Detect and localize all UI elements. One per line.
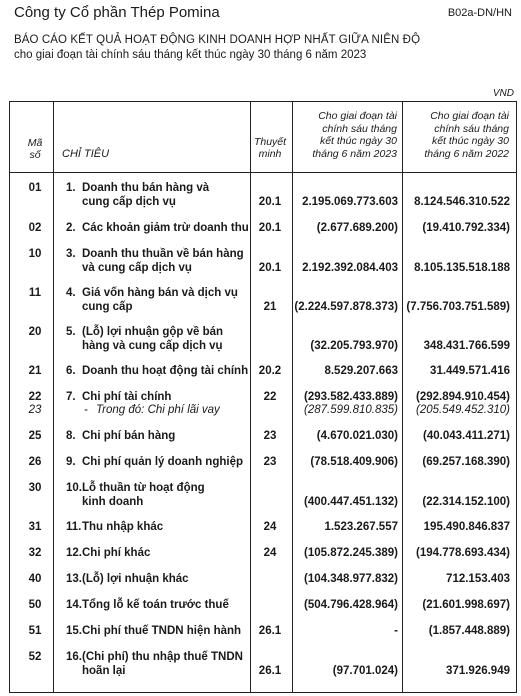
header-period-2023: Cho giai đoạn tài chính sáu tháng kết thúc ngày 30 tháng 6 năm 2023 [312,110,397,160]
row-number: 16. [66,651,82,663]
row-code: 30 [28,482,42,494]
row-description: Tổng lỗ kế toán trước thuế [82,599,229,611]
row-description: Doanh thu thuần về bán hàng [82,248,244,260]
row-value-2023: (400.447.451.132) [304,496,398,508]
row-value-2022: (21.601.998.697) [422,599,510,611]
row-code: 02 [28,222,42,234]
currency-unit: VND [492,88,514,99]
subrow-dash: - [84,404,88,416]
row-value-2022: (22.314.152.100) [422,496,510,508]
row-code: 01 [28,182,42,194]
row-value-2023: 2.192.392.084.403 [302,262,398,274]
row-value-2022: 712.153.403 [446,573,510,585]
row-description: Chi phí khác [82,547,151,559]
row-code: 20 [28,326,42,338]
row-value-2023: (4.670.021.030) [316,430,398,442]
row-value-2022: (69.257.168.390) [422,456,510,468]
row-value-2022: 195.490.846.837 [423,521,510,533]
row-description: (Lỗ) lợi nhuận gộp về bán [82,326,224,338]
row-description: hoãn lại [82,665,126,677]
row-code: 11 [28,287,42,299]
row-value-2023: (2.224.597.878.373) [294,301,398,313]
company-name: Công ty Cổ phần Thép Pomina [14,4,220,21]
row-value-2022: (7.756.703.751.589) [406,301,510,313]
column-divider [53,102,54,692]
row-number: 6. [66,365,76,377]
row-number: 13. [66,573,82,585]
row-description: kinh doanh [82,496,144,508]
header-code: Mã số [27,137,43,161]
row-value-2023: (32.205.793.970) [310,340,398,352]
row-code: 52 [28,651,42,663]
row-number: 9. [66,456,76,468]
header-note: Thuyết minh [253,136,287,160]
row-description: Giá vốn hàng bán và dịch vụ [82,287,238,299]
row-description: Các khoản giảm trừ doanh thu [82,222,249,234]
row-value-2023: (105.872.245.389) [304,547,398,559]
row-number: 4. [66,287,76,299]
row-number: 3. [66,248,76,260]
report-subtitle: cho giai đoạn tài chính sáu tháng kết thúc ngày 30 tháng 6 năm 2023 [14,49,367,61]
row-description: Lỗ thuần từ hoạt động [82,482,205,494]
header-item: CHỈ TIÊU [62,148,110,160]
row-value-2022: 371.926.949 [446,665,510,677]
row-value-2023: 8.529.207.663 [324,365,398,377]
row-number: 5. [66,326,76,338]
row-code: 32 [28,547,42,559]
row-note: 24 [263,547,277,559]
row-description: Chi phí tài chính [82,391,172,403]
row-description: Doanh thu hoạt động tài chính [82,365,249,377]
row-value-2022: 31.449.571.416 [430,365,510,377]
subrow-value-2022: (205.549.452.310) [416,404,510,416]
row-code: 31 [28,521,42,533]
row-note: 22 [263,391,277,403]
row-code: 26 [28,456,42,468]
row-number: 12. [66,547,82,559]
row-note: 20.2 [258,365,282,377]
row-number: 11. [66,521,82,533]
row-code: 40 [28,573,42,585]
row-description: (Lỗ) lợi nhuận khác [82,573,189,585]
form-code: B02a-DN/HN [447,7,512,19]
row-value-2023: (78.518.409.906) [310,456,398,468]
row-description: và cung cấp dịch vụ [82,262,192,274]
header-period-2022: Cho giai đoạn tài chính sáu tháng kết thúc ngày 30 tháng 6 năm 2022 [424,110,509,160]
row-description: Chi phí bán hàng [82,430,176,442]
row-value-2022: (194.778.693.434) [416,547,510,559]
row-value-2022: 8.124.546.310.522 [414,196,510,208]
row-code: 25 [28,430,42,442]
row-description: (Chi phí) thu nhập thuế TNDN [82,651,243,663]
row-number: 14. [66,599,82,611]
header-divider [9,172,517,173]
row-code: 10 [28,248,42,260]
row-number: 1. [66,182,76,194]
row-value-2022: 348.431.766.599 [423,340,510,352]
row-note: 26.1 [258,625,282,637]
row-description: Chi phí thuế TNDN hiện hành [82,625,242,637]
row-note: 26.1 [258,665,282,677]
row-number: 7. [66,391,76,403]
subrow-value-2023: (287.599.810.835) [304,404,398,416]
row-code: 21 [28,365,42,377]
row-value-2022: 8.105.135.518.188 [414,262,510,274]
row-number: 2. [66,222,76,234]
row-description: Thu nhập khác [82,521,164,533]
row-note: 21 [263,301,277,313]
row-description: Doanh thu bán hàng và [82,182,210,194]
row-note: 23 [263,456,277,468]
row-number: 15. [66,625,82,637]
report-title: BÁO CÁO KẾT QUẢ HOẠT ĐỘNG KINH DOANH HỢP NHẤT GIỮA NIÊN ĐỘ [14,34,421,46]
row-note: 23 [263,430,277,442]
row-code: 51 [28,625,42,637]
row-value-2023: (504.796.428.964) [304,599,398,611]
row-value-2023: - [394,625,398,637]
row-value-2023: (293.582.433.889) [304,391,398,403]
row-description: hàng và cung cấp dịch vụ [82,340,223,352]
row-description: Chi phí quản lý doanh nghiệp [82,456,243,468]
row-code: 22 [28,391,42,403]
row-value-2023: (2.677.689.200) [316,222,398,234]
row-note: 24 [263,521,277,533]
row-value-2023: 2.195.069.773.603 [302,196,398,208]
row-note: 20.1 [258,196,282,208]
subrow-description: Trong đó: Chi phí lãi vay [96,404,220,416]
row-note: 20.1 [258,262,282,274]
row-value-2023: (104.348.977.832) [304,573,398,585]
row-value-2022: (292.894.910.454) [416,391,510,403]
row-number: 8. [66,430,76,442]
row-value-2022: (19.410.792.334) [422,222,510,234]
row-description: cung cấp dịch vụ [82,196,176,208]
row-value-2023: (97.701.024) [332,665,398,677]
row-number: 10. [66,482,82,494]
row-value-2023: 1.523.267.557 [324,521,398,533]
row-description: cung cấp [82,301,133,313]
row-value-2022: (1.857.448.889) [428,625,510,637]
row-value-2022: (40.043.411.271) [423,430,510,442]
row-code: 50 [28,599,42,611]
row-note: 20.1 [258,222,282,234]
subrow-code: 23 [28,404,42,416]
